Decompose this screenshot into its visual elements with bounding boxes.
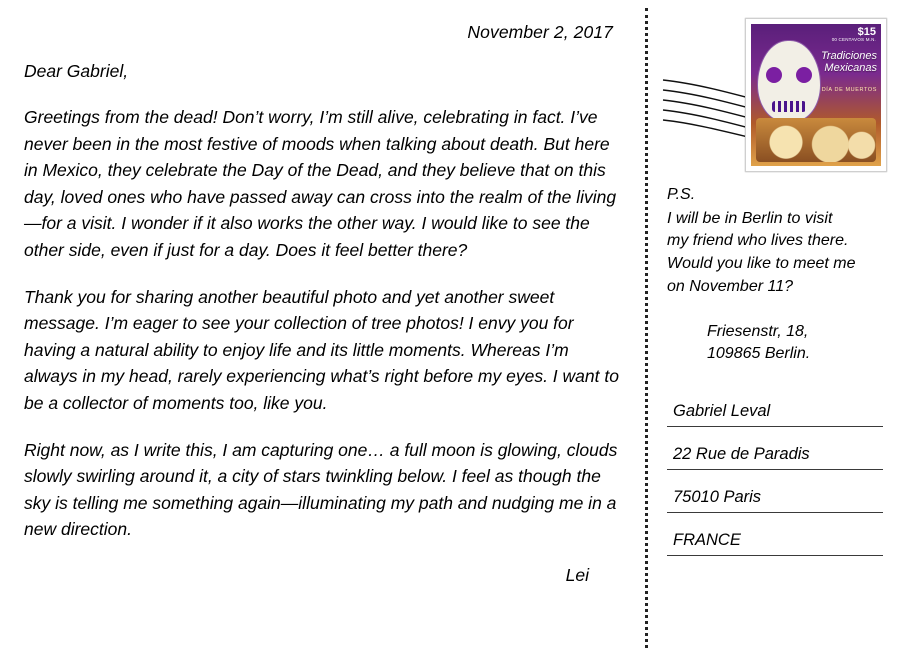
recipient-address — [667, 398, 897, 556]
ps-line-3: Would you like to meet me — [667, 255, 856, 273]
recipient-line-street: 22 Rue de Paradis — [667, 441, 883, 470]
stamp-denomination-sub: 00 CENTAVOS M.N. — [831, 37, 876, 42]
salutation-text: Dear Gabriel, — [24, 61, 129, 81]
stamp-title-line-1: Tradiciones — [820, 50, 877, 62]
address-panel — [645, 0, 909, 656]
signature-text: Lei — [565, 564, 589, 585]
stamp-subtitle: DÍA DE MUERTOS — [821, 87, 877, 93]
sugar-skull-icon — [757, 40, 821, 122]
pan-de-muerto-icon — [756, 118, 876, 162]
recipient-line-country: FRANCE — [667, 527, 883, 556]
ps-line-2: my friend who lives there. — [667, 232, 849, 250]
ps-line-1: I will be in Berlin to visit — [667, 209, 833, 227]
sender-line-2: 109865 Berlin. — [707, 345, 811, 363]
ps-block — [667, 184, 897, 299]
stamp-denomination — [832, 27, 876, 43]
stamp-area — [667, 14, 897, 182]
message-paragraph-1: Greetings from the dead! Don’t worry, I’m still alive, celebrating in fact. I’ve never been in the most festive of moods when talking about death. But here in Mexico, they celebrate the Day of the Dead, and they believe that on this day, loved ones who have passed away can cross into the realm of the living—for a visit. I wonder if it also works the other way. I would like to see the other side, even if just for a day. Does it feel better there? — [24, 107, 617, 260]
message-paragraph-2: Thank you for sharing another beautiful photo and yet another sweet message. I’m eager to see your collection of tree photos! I envy you for having a natural ability to enjoy life and its little moments. Whereas I’m always in my head, rarely experiencing what’s right before my eyes. I want to be a collector of moments too, like you. — [24, 286, 619, 413]
sender-address — [707, 321, 897, 366]
ps-label: P.S. — [667, 186, 696, 203]
message-paragraph-3: Right now, as I write this, I am capturing one… a full moon is glowing, clouds slowly swirling around it, a city of stars twinkling below. I feel as though the sky is telling me something again—illuminating my path and nudging me in a new direction. — [24, 439, 618, 540]
recipient-line-city: 75010 Paris — [667, 484, 883, 513]
recipient-line-name: Gabriel Leval — [667, 398, 883, 427]
date-text: November 2, 2017 — [467, 22, 613, 42]
stamp-artwork — [751, 24, 881, 166]
sender-line-1: Friesenstr, 18, — [707, 322, 809, 340]
skull-mouth-icon — [772, 101, 806, 112]
stamp-title-line-2: Mexicanas — [824, 62, 877, 75]
ps-line-4: on November 11? — [667, 277, 793, 295]
postage-stamp — [745, 18, 887, 172]
stamp-denomination-value: $15 — [857, 26, 876, 38]
